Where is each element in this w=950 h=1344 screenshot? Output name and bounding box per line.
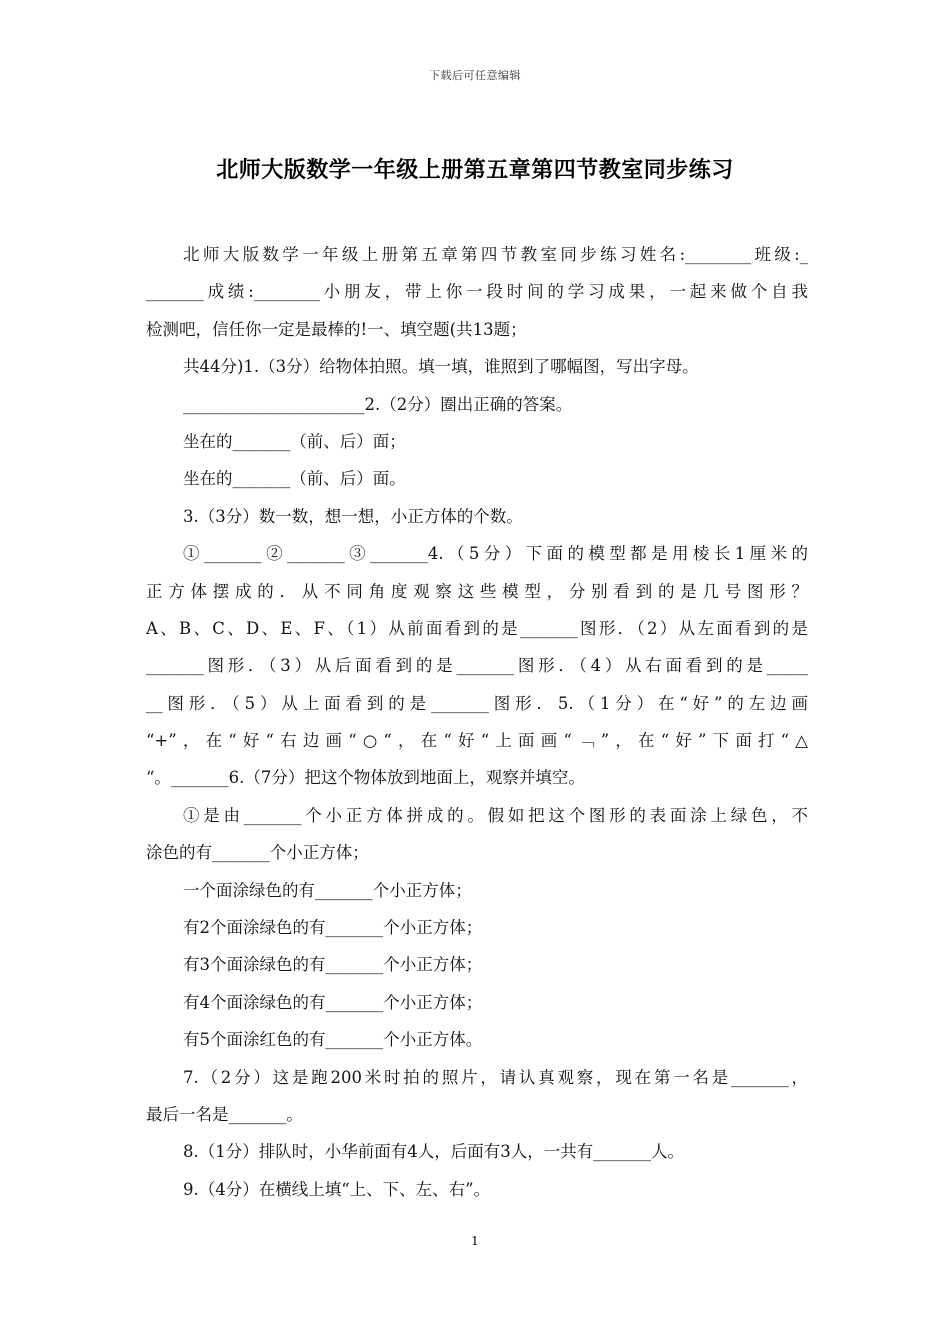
text-line: 一个面涂绿色的有_______个小正方体； <box>183 880 472 900</box>
text-line: “。_______6.（7分）把这个物体放到地面上，观察并填空。 <box>146 768 585 788</box>
text-line: _______图形．（3）从后面看到的是_______图形．（4）从右面看到的是_____ <box>146 656 808 676</box>
text-line: “+”，在“好“右边画“○“，在“好“上面画“﹁”，在“好”下面打“△ <box>146 731 808 751</box>
text-line: 7.（2分）这是跑200米时拍的照片，请认真观察，现在第一名是_______， <box>183 1067 808 1087</box>
text-line: 正方体摆成的．从不同角度观察这些模型，分别看到的是几号图形？ <box>146 581 808 601</box>
text-line: 检测吧，信任你一定是最棒的!一、填空题(共13题； <box>146 319 527 339</box>
text-line: 最后一名是_______。 <box>146 1104 303 1124</box>
text-line: 共44分)1.（3分）给物体拍照。填一填，谁照到了哪幅图，写出字母。 <box>183 357 699 377</box>
text-line: 坐在的_______（前、后）面。 <box>183 469 406 489</box>
header-note: 下载后可任意编辑 <box>429 69 521 82</box>
document-body <box>146 236 808 1208</box>
page-number: 1 <box>471 1234 479 1248</box>
text-line: 9.（4分）在横线上填“上、下、左、右”。 <box>183 1179 491 1199</box>
text-line: 涂色的有_______个小正方体； <box>146 843 369 863</box>
text-line: 坐在的_______（前、后）面； <box>183 431 406 451</box>
text-line: 3.（3分）数一数，想一想，小正方体的个数。 <box>183 506 523 526</box>
text-line: A、B、C、D、E、F、（1）从前面看到的是_______图形．（2）从左面看到的是 <box>146 618 808 638</box>
text-line: 有4个面涂绿色的有_______个小正方体； <box>183 992 483 1012</box>
text-line: 有3个面涂绿色的有_______个小正方体； <box>183 955 483 975</box>
text-line: ①是由_______个小正方体拼成的。假如把这个图形的表面涂上绿色，不 <box>183 805 808 825</box>
page-title: 北师大版数学一年级上册第五章第四节教室同步练习 <box>216 157 734 183</box>
text-line: _______成绩:________小朋友，带上你一段时间的学习成果，一起来做个自我 <box>146 282 808 302</box>
text-line: 有5个面涂红色的有_______个小正方体。 <box>183 1030 483 1050</box>
text-line: 8.（1分）排队时，小华前面有4人，后面有3人，一共有_______人。 <box>183 1142 684 1162</box>
text-line: ①_______②_______③_______4.（5分）下面的模型都是用棱长1厘米的 <box>183 544 808 564</box>
text-line: 有2个面涂绿色的有_______个小正方体； <box>183 918 483 938</box>
text-line: 北师大版数学一年级上册第五章第四节教室同步练习姓名:________班级:_ <box>183 245 808 264</box>
text-line: __图形．（5）从上面看到的是_______图形．5.（1分）在“好”的左边画 <box>146 693 808 713</box>
text-line: ______________________2.（2分）圈出正确的答案。 <box>183 394 573 414</box>
